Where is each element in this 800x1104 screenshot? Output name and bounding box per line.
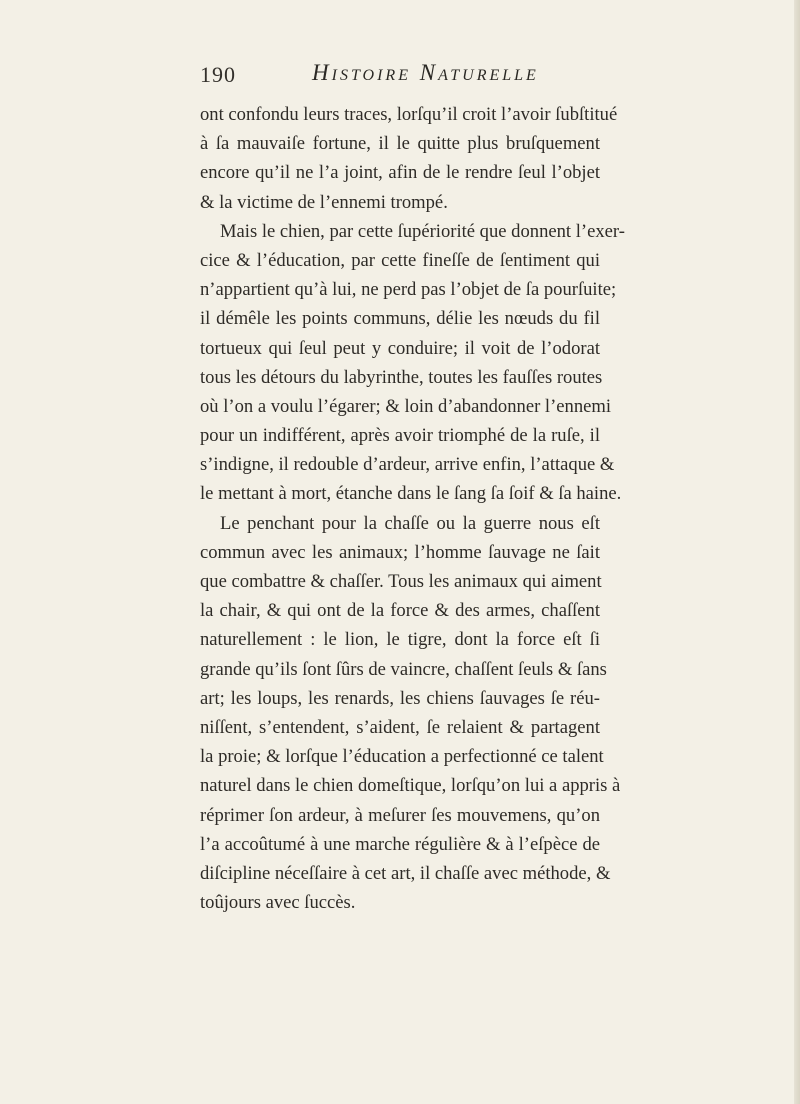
text-line: n’appartient qu’à lui, ne perd pas l’objet de ſa pourſuite;	[200, 279, 617, 301]
page-header	[200, 62, 600, 96]
page-number: 190	[200, 62, 236, 87]
paragraph-start-line: Mais le chien, par cette ſupériorité que donnent l’exer-	[220, 220, 625, 242]
text-line: commun avec les animaux; l’homme ſauvage ne ſait	[200, 541, 600, 563]
text-line: niſſent, s’entendent, s’aident, ſe relaient & partagent	[200, 716, 600, 738]
body-text	[200, 100, 625, 917]
paragraph-start-line: Le penchant pour la chaſſe ou la guerre nous eſt	[220, 512, 600, 534]
text-line: que combattre & chaſſer. Tous les animaux qui aiment	[200, 571, 602, 592]
text-line: le mettant à mort, étanche dans le ſang ſa ſoif & ſa haine.	[200, 483, 622, 505]
text-line: art; les loups, les renards, les chiens ſauvages ſe réu-	[200, 687, 600, 709]
text-line: cice & l’éducation, par cette fineſſe de ſentiment qui	[200, 249, 600, 271]
text-line: & la victime de l’ennemi trompé.	[200, 191, 448, 213]
text-line: l’a accoûtumé à une marche régulière & à l’eſpèce de	[200, 833, 600, 855]
text-line: diſcipline néceſſaire à cet art, il chaſſe avec méthode, &	[200, 862, 611, 884]
text-line: toûjours avec ſuccès.	[200, 892, 356, 914]
text-line: il démêle les points communs, délie les nœuds du fil	[200, 308, 600, 330]
text-line: pour un indifférent, après avoir triomphé de la ruſe, il	[200, 425, 600, 447]
text-line: la proie; & lorſque l’éducation a perfectionné ce talent	[200, 746, 604, 768]
running-title: Histoire Naturelle	[312, 60, 539, 85]
text-line: tortueux qui ſeul peut y conduire; il voit de l’odorat	[200, 337, 600, 359]
text-line: naturel dans le chien domeſtique, lorſqu’on lui a appris à	[200, 775, 621, 797]
text-line: la chair, & qui ont de la force & des armes, chaſſent	[200, 600, 600, 622]
text-line: réprimer ſon ardeur, à meſurer ſes mouvemens, qu’on	[200, 804, 600, 826]
text-line: tous les détours du labyrinthe, toutes les fauſſes routes	[200, 366, 603, 388]
text-line: naturellement : le lion, le tigre, dont la force eſt ſi	[200, 629, 600, 651]
text-line: s’indigne, il redouble d’ardeur, arrive enfin, l’attaque &	[200, 454, 615, 476]
page-edge	[794, 0, 800, 1104]
text-line: ont confondu leurs traces, lorſqu’il croit l’avoir ſubſtitué	[200, 104, 618, 125]
text-line: où l’on a voulu l’égarer; & loin d’abandonner l’ennemi	[200, 395, 611, 417]
text-line: à ſa mauvaiſe fortune, il le quitte plus bruſquement	[200, 133, 600, 155]
text-line: grande qu’ils ſont ſûrs de vaincre, chaſſent ſeuls & ſans	[200, 658, 607, 680]
text-line: encore qu’il ne l’a joint, afin de le rendre ſeul l’objet	[200, 162, 600, 184]
